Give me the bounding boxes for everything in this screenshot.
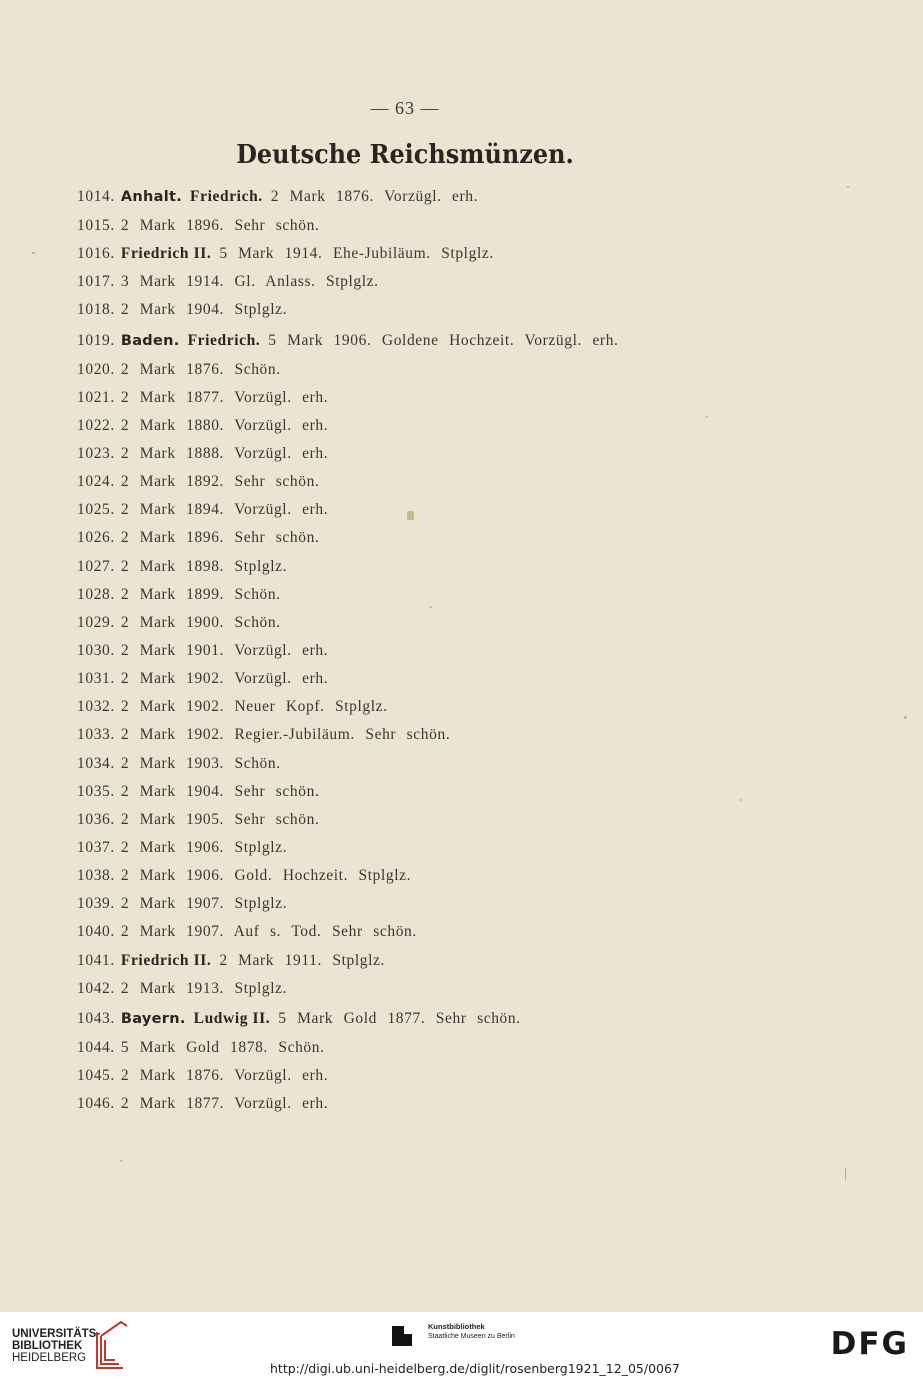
list-item — [77, 693, 777, 721]
list-item — [77, 1062, 777, 1090]
list-item — [77, 356, 777, 384]
library-name-line: BIBLIOTHEK — [12, 1340, 83, 1352]
coin-description: 2 Mark 1892. Sehr schön. — [120, 473, 320, 491]
lot-number: 1024. — [77, 473, 115, 491]
lot-number: 1044. — [77, 1038, 115, 1056]
page-number: — 63 — — [370, 98, 440, 118]
library-name-line: HEIDELBERG — [12, 1352, 87, 1364]
lot-number: 1035. — [77, 782, 115, 800]
coin-description: 2 Mark 1902. Regier.-Jubiläum. Sehr schön. — [120, 726, 451, 744]
lot-number: 1032. — [77, 698, 115, 716]
coin-description: 5 Mark 1914. Ehe-Jubiläum. Stplglz. — [219, 245, 494, 263]
list-item — [77, 778, 777, 806]
lot-number: 1016. — [77, 245, 115, 263]
lot-number: 1046. — [77, 1095, 115, 1113]
ruler-name: Friedrich II. — [120, 951, 212, 969]
coin-description: 2 Mark 1902. Vorzügl. erh. — [120, 670, 329, 688]
lot-number: 1045. — [77, 1066, 115, 1084]
lot-number: 1027. — [77, 557, 115, 575]
list-item — [77, 806, 777, 834]
partner-name — [428, 1322, 515, 1342]
dfg-logo: DFG — [830, 1326, 909, 1362]
lot-number: 1015. — [77, 217, 115, 234]
partner-subtitle: Staatliche Museen zu Berlin — [428, 1333, 515, 1340]
list-item — [77, 496, 777, 524]
coin-description: 2 Mark 1903. Schön. — [120, 754, 281, 772]
lot-number: 1019. — [77, 331, 115, 349]
ruler-name: Friedrich. — [190, 188, 263, 205]
permalink[interactable]: http://digi.ub.uni-heidelberg.de/diglit/rosenberg1921_12_05/0067 — [270, 1361, 680, 1376]
coin-description: 2 Mark 1913. Stplglz. — [120, 979, 288, 997]
list-item — [77, 721, 777, 749]
list-item — [77, 918, 777, 946]
lot-number: 1030. — [77, 641, 115, 659]
country-heading: Anhalt. — [120, 189, 183, 205]
lot-number: 1037. — [77, 838, 115, 856]
coin-description: 2 Mark 1904. Stplglz. — [120, 301, 288, 319]
library-name — [12, 1328, 100, 1364]
entry-list — [77, 181, 777, 1118]
lot-number: 1031. — [77, 670, 115, 688]
lot-number: 1026. — [77, 529, 115, 547]
coin-description: 2 Mark 1900. Schön. — [120, 613, 281, 631]
list-item — [77, 553, 777, 581]
lot-number: 1014. — [77, 188, 115, 205]
list-item — [77, 384, 777, 412]
lot-number: 1034. — [77, 754, 115, 772]
coin-description: 5 Mark Gold 1877. Sehr schön. — [278, 1009, 521, 1027]
lot-number: 1022. — [77, 416, 115, 434]
list-item — [77, 947, 777, 975]
coin-description: 2 Mark 1911. Stplglz. — [219, 951, 385, 969]
list-item — [77, 862, 777, 890]
lot-number: 1039. — [77, 895, 115, 913]
coin-description: 2 Mark 1904. Sehr schön. — [120, 782, 320, 800]
coin-description: 2 Mark 1888. Vorzügl. erh. — [120, 444, 329, 462]
paper-speck — [845, 1168, 846, 1180]
coin-description: 2 Mark 1907. Stplglz. — [120, 895, 288, 913]
lot-number: 1033. — [77, 726, 115, 744]
coin-description: 2 Mark 1876. Vorzügl. erh. — [270, 188, 479, 205]
library-logo-icon — [95, 1320, 129, 1370]
coin-description: 2 Mark 1877. Vorzügl. erh. — [120, 388, 329, 406]
list-item — [77, 181, 777, 212]
digitization-footer — [0, 1312, 923, 1379]
paper-speck — [407, 511, 414, 520]
lot-number: 1029. — [77, 613, 115, 631]
page-title: Deutsche Reichsmünzen. — [236, 140, 574, 170]
coin-description: 2 Mark 1906. Stplglz. — [120, 838, 288, 856]
coin-description: 2 Mark 1876. Vorzügl. erh. — [120, 1066, 329, 1084]
coin-description: 2 Mark 1876. Schön. — [120, 360, 281, 378]
ruler-name: Friedrich. — [187, 331, 261, 349]
lot-number: 1028. — [77, 585, 115, 603]
list-item — [77, 750, 777, 778]
list-item — [77, 325, 777, 356]
paper-speck — [740, 799, 742, 801]
coin-description: 2 Mark 1898. Stplglz. — [120, 557, 288, 575]
list-item — [77, 609, 777, 637]
lot-number: 1038. — [77, 867, 115, 885]
lot-number: 1043. — [77, 1009, 115, 1027]
coin-description: 2 Mark 1901. Vorzügl. erh. — [120, 641, 329, 659]
list-item — [77, 212, 777, 240]
paper-speck — [847, 186, 849, 188]
country-heading: Baden. — [120, 332, 180, 349]
list-item — [77, 468, 777, 496]
list-item — [77, 834, 777, 862]
coin-description: 2 Mark 1905. Sehr schön. — [120, 810, 320, 828]
coin-description: 5 Mark Gold 1878. Schön. — [120, 1038, 325, 1056]
list-item — [77, 412, 777, 440]
paper-speck — [430, 606, 432, 608]
coin-description: 5 Mark 1906. Goldene Hochzeit. Vorzügl. erh. — [268, 331, 619, 349]
ruler-name: Ludwig II. — [193, 1009, 271, 1027]
list-item — [77, 1034, 777, 1062]
country-heading: Bayern. — [120, 1010, 186, 1027]
list-item — [77, 975, 777, 1003]
paper-speck — [904, 716, 907, 719]
coin-description: 2 Mark 1907. Auf s. Tod. Sehr schön. — [120, 923, 417, 941]
lot-number: 1025. — [77, 501, 115, 519]
lot-number: 1017. — [77, 273, 115, 291]
coin-description: 2 Mark 1902. Neuer Kopf. Stplglz. — [120, 698, 388, 716]
list-item — [77, 1090, 777, 1118]
paper-speck — [706, 416, 708, 418]
list-item — [77, 665, 777, 693]
list-item — [77, 240, 777, 268]
lot-number: 1040. — [77, 923, 115, 941]
library-name-line: UNIVERSITÄTS- — [12, 1328, 101, 1340]
lot-number: 1041. — [77, 951, 115, 969]
paper-speck — [120, 1160, 122, 1162]
list-item — [77, 524, 777, 552]
coin-description: 3 Mark 1914. Gl. Anlass. Stplglz. — [120, 273, 379, 291]
list-item — [77, 1003, 777, 1034]
list-item — [77, 890, 777, 918]
coin-description: 2 Mark 1894. Vorzügl. erh. — [120, 501, 329, 519]
list-item — [77, 268, 777, 296]
list-item — [77, 581, 777, 609]
list-item — [77, 637, 777, 665]
kunstbibliothek-logo-icon — [392, 1322, 422, 1352]
lot-number: 1020. — [77, 360, 115, 378]
lot-number: 1023. — [77, 444, 115, 462]
partner-title: Kunstbibliothek — [428, 1322, 485, 1331]
lot-number: 1021. — [77, 388, 115, 406]
list-item — [77, 296, 777, 324]
lot-number: 1036. — [77, 810, 115, 828]
ruler-name: Friedrich II. — [120, 245, 212, 263]
coin-description: 2 Mark 1877. Vorzügl. erh. — [120, 1095, 329, 1113]
coin-description: 2 Mark 1896. Sehr schön. — [120, 529, 320, 547]
coin-description: 2 Mark 1880. Vorzügl. erh. — [120, 416, 329, 434]
lot-number: 1042. — [77, 979, 115, 997]
list-item — [77, 440, 777, 468]
coin-description: 2 Mark 1896. Sehr schön. — [120, 217, 320, 234]
coin-description: 2 Mark 1906. Gold. Hochzeit. Stplglz. — [120, 867, 412, 885]
lot-number: 1018. — [77, 301, 115, 319]
paper-speck — [32, 252, 35, 254]
coin-description: 2 Mark 1899. Schön. — [120, 585, 281, 603]
